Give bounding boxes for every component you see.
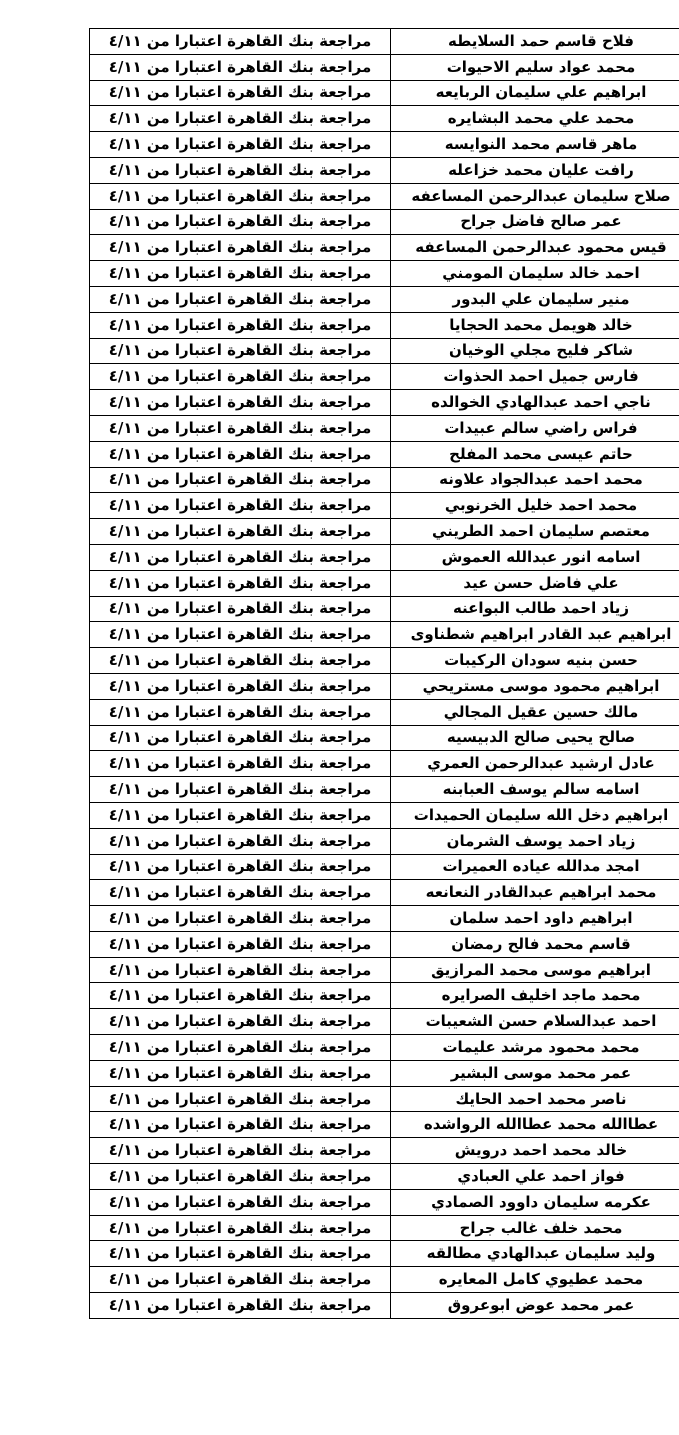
review-note-cell: مراجعة بنك القاهرة اعتبارا من ٤/١١	[90, 699, 391, 725]
table-row	[90, 286, 679, 312]
person-name-cell: زياد احمد يوسف الشرمان	[391, 828, 679, 854]
review-note-cell: مراجعة بنك القاهرة اعتبارا من ٤/١١	[90, 802, 391, 828]
review-note-cell: مراجعة بنك القاهرة اعتبارا من ٤/١١	[90, 983, 391, 1009]
table-row	[90, 1138, 679, 1164]
review-note-cell: مراجعة بنك القاهرة اعتبارا من ٤/١١	[90, 544, 391, 570]
table-row	[90, 1215, 679, 1241]
table-row	[90, 209, 679, 235]
person-name-cell: مالك حسين عقيل المجالي	[391, 699, 679, 725]
table-row	[90, 338, 679, 364]
table-row	[90, 1035, 679, 1061]
table-row	[90, 1060, 679, 1086]
person-name-cell: محمد احمد عبدالجواد علاونه	[391, 467, 679, 493]
review-note-cell: مراجعة بنك القاهرة اعتبارا من ٤/١١	[90, 1215, 391, 1241]
person-name-cell: محمد ماجد اخليف الصرايره	[391, 983, 679, 1009]
person-name-cell: امجد مدالله عياده العميرات	[391, 854, 679, 880]
review-note-cell: مراجعة بنك القاهرة اعتبارا من ٤/١١	[90, 106, 391, 132]
review-note-cell: مراجعة بنك القاهرة اعتبارا من ٤/١١	[90, 673, 391, 699]
table-row	[90, 725, 679, 751]
review-note-cell: مراجعة بنك القاهرة اعتبارا من ٤/١١	[90, 906, 391, 932]
table-row	[90, 1267, 679, 1293]
review-note-cell: مراجعة بنك القاهرة اعتبارا من ٤/١١	[90, 364, 391, 390]
review-note-cell: مراجعة بنك القاهرة اعتبارا من ٤/١١	[90, 132, 391, 158]
table-row	[90, 828, 679, 854]
person-name-cell: رافت عليان محمد خزاعله	[391, 157, 679, 183]
person-name-cell: صلاح سليمان عبدالرحمن المساعفه	[391, 183, 679, 209]
person-name-cell: محمد عواد سليم الاحيوات	[391, 54, 679, 80]
table-row	[90, 648, 679, 674]
person-name-cell: وليد سليمان عبدالهادي مطالقه	[391, 1241, 679, 1267]
review-note-cell: مراجعة بنك القاهرة اعتبارا من ٤/١١	[90, 1060, 391, 1086]
review-note-cell: مراجعة بنك القاهرة اعتبارا من ٤/١١	[90, 1189, 391, 1215]
person-name-cell: محمد خلف غالب جراح	[391, 1215, 679, 1241]
table-row	[90, 312, 679, 338]
table-row	[90, 1189, 679, 1215]
person-name-cell: صالح يحيى صالح الدبيسيه	[391, 725, 679, 751]
review-note-cell: مراجعة بنك القاهرة اعتبارا من ٤/١١	[90, 1112, 391, 1138]
person-name-cell: ماهر قاسم محمد النوايسه	[391, 132, 679, 158]
table-row	[90, 364, 679, 390]
person-name-cell: ابراهيم محمود موسى مستريحي	[391, 673, 679, 699]
names-table-body	[90, 29, 679, 1319]
person-name-cell: خالد هويمل محمد الحجايا	[391, 312, 679, 338]
person-name-cell: اسامه سالم يوسف العبابنه	[391, 777, 679, 803]
review-note-cell: مراجعة بنك القاهرة اعتبارا من ٤/١١	[90, 441, 391, 467]
table-row	[90, 1086, 679, 1112]
table-row	[90, 390, 679, 416]
person-name-cell: منير سليمان علي البدور	[391, 286, 679, 312]
person-name-cell: اسامه انور عبدالله العموش	[391, 544, 679, 570]
person-name-cell: عكرمه سليمان داوود الصمادي	[391, 1189, 679, 1215]
table-row	[90, 261, 679, 287]
table-row	[90, 931, 679, 957]
person-name-cell: محمد احمد خليل الخرنوبي	[391, 493, 679, 519]
person-name-cell: محمد ابراهيم عبدالقادر النعانعه	[391, 880, 679, 906]
table-row	[90, 183, 679, 209]
review-note-cell: مراجعة بنك القاهرة اعتبارا من ٤/١١	[90, 596, 391, 622]
table-row	[90, 106, 679, 132]
table-row	[90, 493, 679, 519]
review-note-cell: مراجعة بنك القاهرة اعتبارا من ٤/١١	[90, 467, 391, 493]
review-note-cell: مراجعة بنك القاهرة اعتبارا من ٤/١١	[90, 1138, 391, 1164]
table-row	[90, 596, 679, 622]
table-row	[90, 1293, 679, 1319]
review-note-cell: مراجعة بنك القاهرة اعتبارا من ٤/١١	[90, 854, 391, 880]
person-name-cell: عطاالله محمد عطاالله الرواشده	[391, 1112, 679, 1138]
person-name-cell: عمر صالح فاضل جراح	[391, 209, 679, 235]
review-note-cell: مراجعة بنك القاهرة اعتبارا من ٤/١١	[90, 1267, 391, 1293]
review-note-cell: مراجعة بنك القاهرة اعتبارا من ٤/١١	[90, 286, 391, 312]
review-note-cell: مراجعة بنك القاهرة اعتبارا من ٤/١١	[90, 261, 391, 287]
table-row	[90, 957, 679, 983]
table-row	[90, 1112, 679, 1138]
table-row	[90, 54, 679, 80]
table-row	[90, 880, 679, 906]
table-row	[90, 157, 679, 183]
review-note-cell: مراجعة بنك القاهرة اعتبارا من ٤/١١	[90, 751, 391, 777]
table-row	[90, 441, 679, 467]
review-note-cell: مراجعة بنك القاهرة اعتبارا من ٤/١١	[90, 777, 391, 803]
table-row	[90, 983, 679, 1009]
person-name-cell: عمر محمد موسى البشير	[391, 1060, 679, 1086]
table-row	[90, 80, 679, 106]
person-name-cell: محمد عطيوي كامل المعايره	[391, 1267, 679, 1293]
names-table	[89, 28, 679, 1319]
person-name-cell: حاتم عيسى محمد المفلح	[391, 441, 679, 467]
table-row	[90, 802, 679, 828]
review-note-cell: مراجعة بنك القاهرة اعتبارا من ٤/١١	[90, 235, 391, 261]
person-name-cell: زياد احمد طالب البواعنه	[391, 596, 679, 622]
person-name-cell: محمد علي محمد البشايره	[391, 106, 679, 132]
review-note-cell: مراجعة بنك القاهرة اعتبارا من ٤/١١	[90, 957, 391, 983]
table-row	[90, 132, 679, 158]
person-name-cell: ابراهيم موسى محمد المرازيق	[391, 957, 679, 983]
review-note-cell: مراجعة بنك القاهرة اعتبارا من ٤/١١	[90, 828, 391, 854]
table-row	[90, 467, 679, 493]
review-note-cell: مراجعة بنك القاهرة اعتبارا من ٤/١١	[90, 1293, 391, 1319]
person-name-cell: ابراهيم دخل الله سليمان الحميدات	[391, 802, 679, 828]
table-row	[90, 1009, 679, 1035]
review-note-cell: مراجعة بنك القاهرة اعتبارا من ٤/١١	[90, 1164, 391, 1190]
table-row	[90, 519, 679, 545]
review-note-cell: مراجعة بنك القاهرة اعتبارا من ٤/١١	[90, 570, 391, 596]
review-note-cell: مراجعة بنك القاهرة اعتبارا من ٤/١١	[90, 880, 391, 906]
review-note-cell: مراجعة بنك القاهرة اعتبارا من ٤/١١	[90, 493, 391, 519]
person-name-cell: ابراهيم داود احمد سلمان	[391, 906, 679, 932]
person-name-cell: ناصر محمد احمد الحايك	[391, 1086, 679, 1112]
person-name-cell: ناجي احمد عبدالهادي الخوالده	[391, 390, 679, 416]
person-name-cell: احمد خالد سليمان المومني	[391, 261, 679, 287]
table-row	[90, 673, 679, 699]
person-name-cell: فلاح قاسم حمد السلايطه	[391, 29, 679, 55]
table-row	[90, 622, 679, 648]
person-name-cell: خالد محمد احمد درويش	[391, 1138, 679, 1164]
document-sheet	[89, 28, 672, 1319]
review-note-cell: مراجعة بنك القاهرة اعتبارا من ٤/١١	[90, 622, 391, 648]
review-note-cell: مراجعة بنك القاهرة اعتبارا من ٤/١١	[90, 1009, 391, 1035]
review-note-cell: مراجعة بنك القاهرة اعتبارا من ٤/١١	[90, 390, 391, 416]
person-name-cell: شاكر فليح مجلي الوخيان	[391, 338, 679, 364]
person-name-cell: حسن بنيه سودان الركيبات	[391, 648, 679, 674]
person-name-cell: عادل ارشيد عبدالرحمن العمري	[391, 751, 679, 777]
review-note-cell: مراجعة بنك القاهرة اعتبارا من ٤/١١	[90, 338, 391, 364]
person-name-cell: فارس جميل احمد الحذوات	[391, 364, 679, 390]
review-note-cell: مراجعة بنك القاهرة اعتبارا من ٤/١١	[90, 312, 391, 338]
review-note-cell: مراجعة بنك القاهرة اعتبارا من ٤/١١	[90, 1086, 391, 1112]
person-name-cell: قاسم محمد فالح رمضان	[391, 931, 679, 957]
table-row	[90, 854, 679, 880]
table-row	[90, 1164, 679, 1190]
person-name-cell: محمد محمود مرشد عليمات	[391, 1035, 679, 1061]
person-name-cell: احمد عبدالسلام حسن الشعيبات	[391, 1009, 679, 1035]
table-row	[90, 415, 679, 441]
review-note-cell: مراجعة بنك القاهرة اعتبارا من ٤/١١	[90, 80, 391, 106]
review-note-cell: مراجعة بنك القاهرة اعتبارا من ٤/١١	[90, 415, 391, 441]
person-name-cell: عمر محمد عوض ابوعروق	[391, 1293, 679, 1319]
table-row	[90, 1241, 679, 1267]
review-note-cell: مراجعة بنك القاهرة اعتبارا من ٤/١١	[90, 157, 391, 183]
person-name-cell: فواز احمد علي العبادي	[391, 1164, 679, 1190]
person-name-cell: ابراهيم علي سليمان الربايعه	[391, 80, 679, 106]
person-name-cell: فراس راضي سالم عبيدات	[391, 415, 679, 441]
table-row	[90, 544, 679, 570]
table-row	[90, 235, 679, 261]
review-note-cell: مراجعة بنك القاهرة اعتبارا من ٤/١١	[90, 209, 391, 235]
review-note-cell: مراجعة بنك القاهرة اعتبارا من ٤/١١	[90, 1035, 391, 1061]
review-note-cell: مراجعة بنك القاهرة اعتبارا من ٤/١١	[90, 54, 391, 80]
review-note-cell: مراجعة بنك القاهرة اعتبارا من ٤/١١	[90, 519, 391, 545]
person-name-cell: معتصم سليمان احمد الطريني	[391, 519, 679, 545]
table-row	[90, 699, 679, 725]
table-row	[90, 29, 679, 55]
table-row	[90, 751, 679, 777]
table-row	[90, 777, 679, 803]
review-note-cell: مراجعة بنك القاهرة اعتبارا من ٤/١١	[90, 183, 391, 209]
table-row	[90, 906, 679, 932]
table-row	[90, 570, 679, 596]
person-name-cell: قيس محمود عبدالرحمن المساعفه	[391, 235, 679, 261]
person-name-cell: علي فاضل حسن عيد	[391, 570, 679, 596]
review-note-cell: مراجعة بنك القاهرة اعتبارا من ٤/١١	[90, 1241, 391, 1267]
review-note-cell: مراجعة بنك القاهرة اعتبارا من ٤/١١	[90, 725, 391, 751]
review-note-cell: مراجعة بنك القاهرة اعتبارا من ٤/١١	[90, 931, 391, 957]
review-note-cell: مراجعة بنك القاهرة اعتبارا من ٤/١١	[90, 29, 391, 55]
person-name-cell: ابراهيم عبد القادر ابراهيم شطناوى	[391, 622, 679, 648]
review-note-cell: مراجعة بنك القاهرة اعتبارا من ٤/١١	[90, 648, 391, 674]
